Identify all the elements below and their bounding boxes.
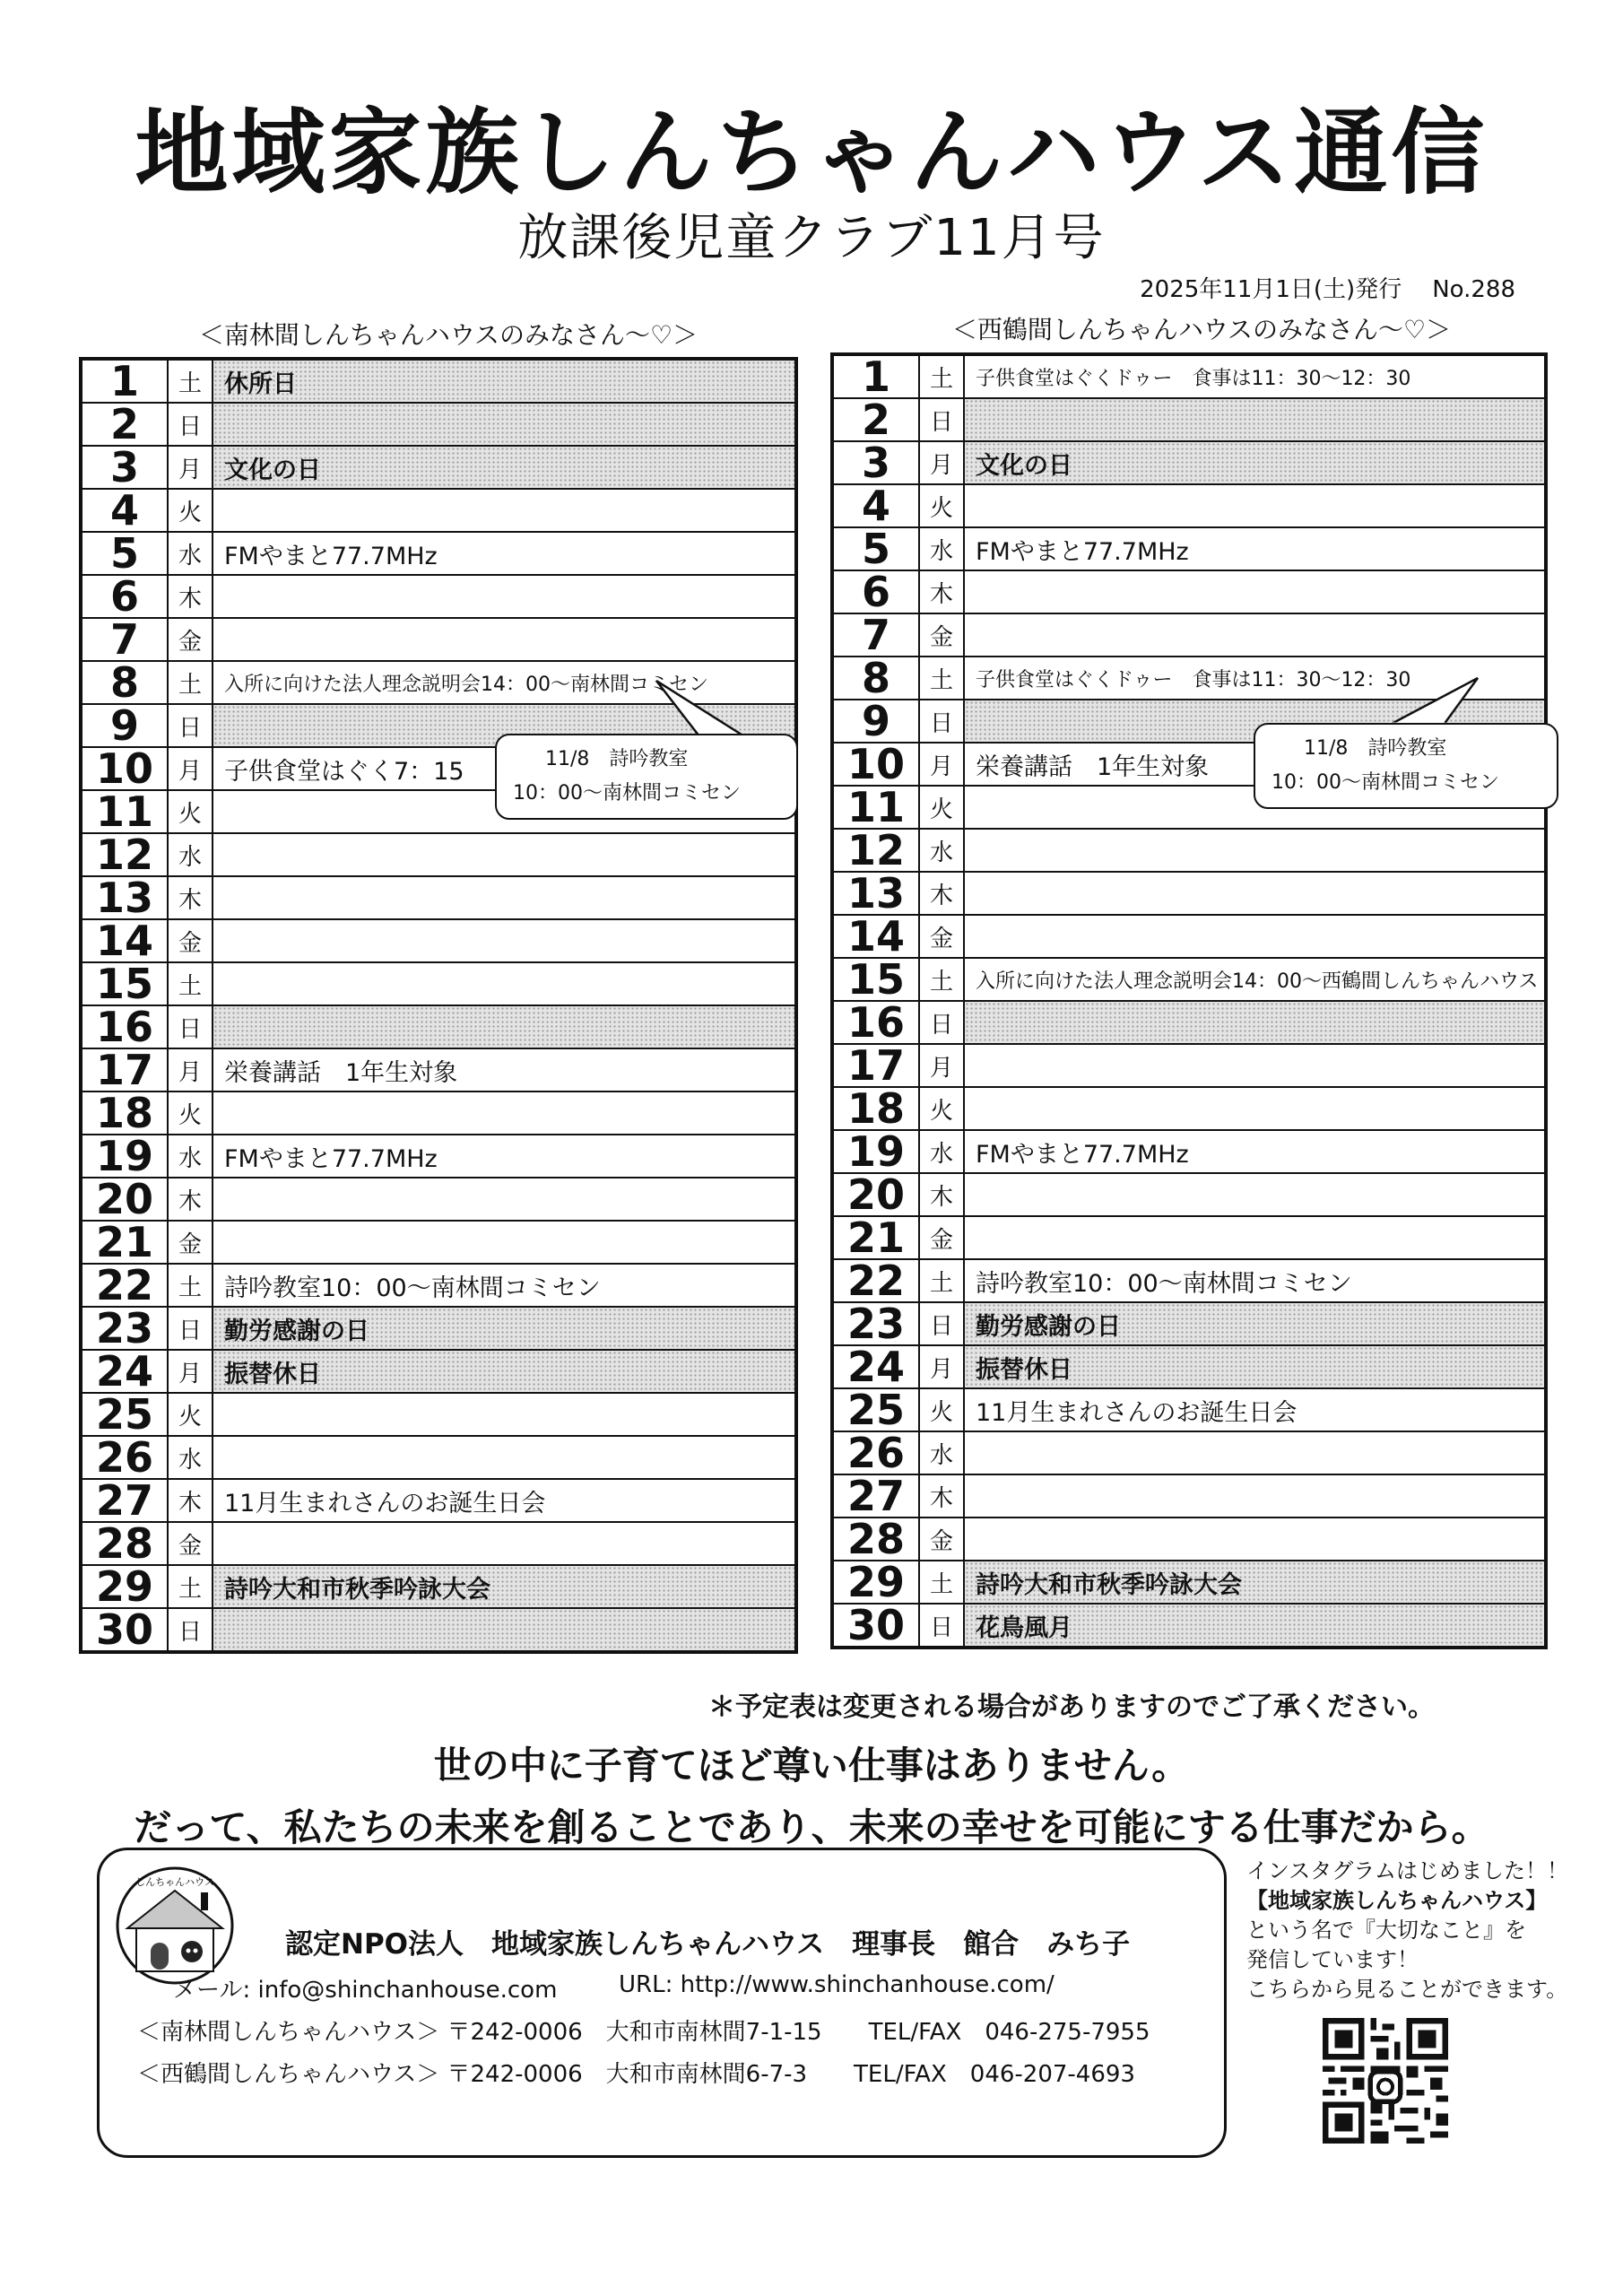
left-day-row: [81, 1436, 796, 1479]
day-event-cell: [213, 532, 796, 575]
day-event-cell: [213, 1479, 796, 1522]
left-day-row: [81, 1048, 796, 1091]
day-number: 7: [832, 613, 919, 657]
day-of-week: 土: [919, 657, 964, 700]
day-of-week: 月: [919, 441, 964, 484]
day-of-week: 木: [168, 876, 213, 919]
day-event-cell: [213, 876, 796, 919]
day-number: 10: [832, 743, 919, 786]
day-of-week: 火: [919, 1388, 964, 1431]
day-event-cell: [964, 1302, 1546, 1345]
issue-info: [1140, 271, 1515, 304]
left-day-row: [81, 575, 796, 618]
schedule-change-notice: ＊予定表は変更される場合がありますのでご了承ください。: [708, 1692, 1435, 1723]
right-day-row: [832, 1044, 1546, 1087]
day-number: 8: [81, 661, 168, 704]
day-number: 4: [81, 489, 168, 532]
event-text: 文化の日: [976, 451, 1072, 480]
event-text: 子供食堂はぐく7：15: [224, 757, 464, 786]
right-day-row: [832, 484, 1546, 527]
day-event-cell: [964, 1130, 1546, 1173]
day-of-week: 月: [168, 747, 213, 790]
day-number: 17: [81, 1048, 168, 1091]
day-number: 2: [832, 398, 919, 441]
day-event-cell: [964, 1001, 1546, 1044]
day-of-week: 木: [168, 1479, 213, 1522]
day-event-cell: [964, 527, 1546, 570]
day-of-week: 土: [168, 962, 213, 1005]
event-text: 栄養講話 1年生対象: [976, 752, 1210, 781]
day-event-cell: [964, 1216, 1546, 1259]
left-day-row: [81, 403, 796, 446]
day-number: 24: [81, 1350, 168, 1393]
left-day-row: [81, 532, 796, 575]
event-text: 11月生まれさんのお誕生日会: [224, 1489, 546, 1518]
event-text: FMやまと77.7MHz: [976, 537, 1189, 566]
instagram-info: [1246, 1857, 1569, 2005]
day-event-cell: [213, 1350, 796, 1393]
left-day-row: [81, 446, 796, 489]
day-event-cell: [964, 1044, 1546, 1087]
day-event-cell: [964, 1474, 1546, 1518]
right-day-row: [832, 398, 1546, 441]
day-of-week: 日: [168, 1005, 213, 1048]
left-bubble-line2: 10：00〜南林間コミセン: [513, 782, 741, 804]
event-text: 詩吟大和市秋季吟詠大会: [224, 1575, 490, 1604]
day-event-cell: [964, 354, 1546, 398]
event-text: 入所に向けた法人理念説明会14：00〜南林間コミセン: [224, 673, 708, 696]
day-event-cell: [213, 833, 796, 876]
day-event-cell: [213, 1264, 796, 1307]
right-day-row: [832, 872, 1546, 915]
event-text: FMやまと77.7MHz: [976, 1140, 1189, 1169]
day-number: 3: [81, 446, 168, 489]
left-calendar-heading: ＜南林間しんちゃんハウスのみなさん〜♡＞: [198, 320, 699, 350]
left-day-row: [81, 1135, 796, 1178]
event-text: 勤労感謝の日: [224, 1317, 369, 1345]
day-number: 17: [832, 1044, 919, 1087]
right-day-row: [832, 1216, 1546, 1259]
day-of-week: 木: [919, 570, 964, 613]
day-of-week: 日: [919, 1302, 964, 1345]
instagram-qr-code[interactable]: [1323, 2018, 1448, 2144]
slogan-line-1: 世の中に子育てほど尊い仕事はありません。: [433, 1744, 1190, 1787]
right-day-row: [832, 441, 1546, 484]
day-event-cell: [213, 489, 796, 532]
right-calendar-heading: ＜西鶴間しんちゃんハウスのみなさん〜♡＞: [951, 315, 1452, 344]
left-day-row: [81, 359, 796, 403]
day-of-week: 土: [919, 1259, 964, 1302]
day-of-week: 金: [919, 1518, 964, 1561]
day-event-cell: [964, 1087, 1546, 1130]
day-of-week: 土: [919, 1561, 964, 1604]
day-of-week: 火: [168, 790, 213, 833]
day-event-cell: [964, 958, 1546, 1001]
email-line: [173, 1971, 557, 2005]
day-of-week: 日: [168, 1608, 213, 1652]
right-day-row: [832, 1345, 1546, 1388]
day-event-cell: [964, 613, 1546, 657]
right-day-row: [832, 1001, 1546, 1044]
day-event-cell: [964, 1345, 1546, 1388]
newsletter-title: 地域家族しんちゃんハウス通信: [135, 98, 1488, 207]
day-number: 27: [81, 1479, 168, 1522]
event-text: 子供食堂はぐくドゥー 食事は11：30〜12：30: [976, 367, 1411, 390]
day-number: 11: [832, 786, 919, 829]
day-number: 26: [832, 1431, 919, 1474]
day-of-week: 木: [919, 1474, 964, 1518]
left-calendar-table: [79, 357, 798, 1654]
day-number: 28: [81, 1522, 168, 1565]
day-of-week: 水: [919, 1130, 964, 1173]
day-number: 16: [81, 1005, 168, 1048]
issue-date: 2025年11月1日(土)発行: [1140, 276, 1402, 303]
day-number: 6: [81, 575, 168, 618]
day-number: 4: [832, 484, 919, 527]
branch-nishitsuruma: ＜西鶴間しんちゃんハウス＞ 〒242-0006 大和市南林間6-7-3 TEL/FAX 046-207-4693: [137, 2061, 1135, 2088]
day-event-cell: [964, 829, 1546, 872]
right-day-row: [832, 1302, 1546, 1345]
day-event-cell: [964, 484, 1546, 527]
day-of-week: 月: [919, 743, 964, 786]
day-event-cell: [213, 575, 796, 618]
day-number: 28: [832, 1518, 919, 1561]
day-event-cell: [213, 359, 796, 403]
day-of-week: 火: [168, 1091, 213, 1135]
day-number: 7: [81, 618, 168, 661]
right-day-row: [832, 829, 1546, 872]
day-event-cell: [964, 872, 1546, 915]
email-link[interactable]: info@shinchanhouse.com: [257, 1977, 558, 2004]
insta-line1: インスタグラムはじめました！！: [1246, 1858, 1569, 1883]
day-event-cell: [964, 1173, 1546, 1216]
day-of-week: 金: [168, 1221, 213, 1264]
right-day-row: [832, 915, 1546, 958]
day-event-cell: [213, 1091, 796, 1135]
day-of-week: 金: [919, 915, 964, 958]
day-number: 21: [81, 1221, 168, 1264]
event-text: 11月生まれさんのお誕生日会: [976, 1398, 1298, 1427]
day-event-cell: [213, 618, 796, 661]
logo-text: しんちゃんハウス: [135, 1876, 214, 1888]
day-event-cell: [213, 446, 796, 489]
day-number: 11: [81, 790, 168, 833]
issue-number: No.288: [1432, 276, 1515, 303]
day-number: 2: [81, 403, 168, 446]
left-day-row: [81, 1479, 796, 1522]
right-day-row: [832, 958, 1546, 1001]
day-event-cell: [213, 1393, 796, 1436]
day-of-week: 火: [919, 1087, 964, 1130]
url-label: URL:: [619, 1971, 673, 1998]
day-of-week: 日: [168, 1307, 213, 1350]
day-number: 16: [832, 1001, 919, 1044]
day-of-week: 水: [919, 1431, 964, 1474]
day-event-cell: [213, 1221, 796, 1264]
right-day-row: [832, 527, 1546, 570]
day-number: 24: [832, 1345, 919, 1388]
right-day-row: [832, 1173, 1546, 1216]
day-event-cell: [964, 1259, 1546, 1302]
day-number: 20: [81, 1178, 168, 1221]
left-day-row: [81, 618, 796, 661]
right-day-row: [832, 1259, 1546, 1302]
day-number: 29: [832, 1561, 919, 1604]
day-number: 19: [81, 1135, 168, 1178]
event-text: 入所に向けた法人理念説明会14：00〜西鶴間しんちゃんハウス: [976, 970, 1539, 993]
event-text: FMやまと77.7MHz: [224, 542, 438, 570]
day-of-week: 土: [168, 661, 213, 704]
right-day-row: [832, 570, 1546, 613]
left-day-row: [81, 919, 796, 962]
day-event-cell: [213, 1005, 796, 1048]
left-day-row: [81, 1608, 796, 1652]
day-of-week: 火: [919, 786, 964, 829]
day-number: 30: [81, 1608, 168, 1652]
day-number: 25: [832, 1388, 919, 1431]
insta-line4: 発信しています！: [1246, 1947, 1419, 1972]
day-event-cell: [213, 403, 796, 446]
left-speech-bubble: [495, 734, 798, 820]
day-event-cell: [964, 570, 1546, 613]
day-of-week: 水: [168, 1436, 213, 1479]
event-text: 栄養講話 1年生対象: [224, 1058, 458, 1087]
event-text: 詩吟教室10：00〜南林間コミセン: [976, 1269, 1352, 1298]
day-of-week: 土: [168, 1264, 213, 1307]
left-day-row: [81, 833, 796, 876]
day-number: 29: [81, 1565, 168, 1608]
day-event-cell: [964, 1604, 1546, 1648]
right-day-row: [832, 1130, 1546, 1173]
day-event-cell: [213, 1608, 796, 1652]
day-event-cell: [213, 962, 796, 1005]
insta-line3: という名で『大切なこと』を: [1246, 1918, 1526, 1943]
day-number: 15: [832, 958, 919, 1001]
right-bubble-line2: 10：00〜南林間コミセン: [1271, 771, 1499, 794]
left-day-row: [81, 1393, 796, 1436]
day-number: 6: [832, 570, 919, 613]
day-of-week: 火: [168, 489, 213, 532]
day-of-week: 金: [168, 1522, 213, 1565]
day-event-cell: [213, 1436, 796, 1479]
day-of-week: 火: [168, 1393, 213, 1436]
insta-line5: こちらから見ることができます。: [1246, 1977, 1568, 2002]
day-of-week: 土: [919, 354, 964, 398]
right-bubble-line1: 11/8 詩吟教室: [1304, 737, 1447, 760]
day-event-cell: [964, 915, 1546, 958]
day-number: 30: [832, 1604, 919, 1648]
event-text: FMやまと77.7MHz: [224, 1144, 438, 1173]
day-event-cell: [213, 1135, 796, 1178]
day-of-week: 日: [919, 1604, 964, 1648]
day-of-week: 金: [168, 919, 213, 962]
right-day-row: [832, 1431, 1546, 1474]
right-day-row: [832, 354, 1546, 398]
right-day-row: [832, 1388, 1546, 1431]
day-of-week: 月: [168, 1350, 213, 1393]
event-text: 子供食堂はぐくドゥー 食事は11：30〜12：30: [976, 668, 1411, 691]
right-day-row: [832, 1474, 1546, 1518]
left-day-row: [81, 1565, 796, 1608]
day-event-cell: [964, 398, 1546, 441]
branch-minamirinkan: ＜南林間しんちゃんハウス＞ 〒242-0006 大和市南林間7-1-15 TEL/FAX 046-275-7955: [137, 2019, 1150, 2046]
event-text: 花鳥風月: [976, 1613, 1072, 1642]
day-of-week: 金: [919, 613, 964, 657]
day-number: 22: [832, 1259, 919, 1302]
day-number: 22: [81, 1264, 168, 1307]
day-event-cell: [213, 1048, 796, 1091]
day-of-week: 土: [168, 359, 213, 403]
day-number: 15: [81, 962, 168, 1005]
day-event-cell: [213, 1522, 796, 1565]
day-event-cell: [213, 1565, 796, 1608]
left-day-row: [81, 1221, 796, 1264]
day-of-week: 水: [168, 833, 213, 876]
day-of-week: 水: [919, 829, 964, 872]
day-number: 5: [832, 527, 919, 570]
house-logo: [115, 1866, 235, 1986]
day-of-week: 月: [168, 1048, 213, 1091]
day-number: 8: [832, 657, 919, 700]
event-text: 休所日: [224, 370, 297, 398]
url-link[interactable]: http://www.shinchanhouse.com/: [680, 1971, 1055, 1998]
event-text: 詩吟大和市秋季吟詠大会: [976, 1570, 1242, 1599]
right-calendar-table: [830, 352, 1548, 1649]
left-day-row: [81, 1005, 796, 1048]
left-day-row: [81, 1350, 796, 1393]
day-of-week: 日: [168, 403, 213, 446]
day-number: 27: [832, 1474, 919, 1518]
event-text: 振替休日: [224, 1360, 321, 1388]
email-label: メール:: [173, 1977, 251, 2004]
day-number: 3: [832, 441, 919, 484]
day-of-week: 月: [168, 446, 213, 489]
slogan-line-2: だって、私たちの未来を創ることであり、未来の幸せを可能にする仕事だから。: [134, 1805, 1489, 1849]
url-line: [619, 1971, 1055, 1998]
day-of-week: 木: [168, 575, 213, 618]
left-bubble-line1: 11/8 詩吟教室: [545, 748, 689, 770]
left-day-row: [81, 962, 796, 1005]
day-of-week: 土: [919, 958, 964, 1001]
day-of-week: 火: [919, 484, 964, 527]
right-day-row: [832, 1561, 1546, 1604]
left-day-row: [81, 1307, 796, 1350]
day-event-cell: [964, 1561, 1546, 1604]
day-number: 1: [81, 359, 168, 403]
newsletter-subtitle: 放課後児童クラブ11月号: [517, 209, 1106, 267]
day-number: 23: [81, 1307, 168, 1350]
day-event-cell: [964, 1431, 1546, 1474]
day-number: 26: [81, 1436, 168, 1479]
right-day-row: [832, 1518, 1546, 1561]
day-of-week: 月: [919, 1345, 964, 1388]
day-number: 23: [832, 1302, 919, 1345]
right-day-row: [832, 613, 1546, 657]
day-event-cell: [964, 1388, 1546, 1431]
day-of-week: 木: [919, 1173, 964, 1216]
day-number: 21: [832, 1216, 919, 1259]
day-number: 13: [832, 872, 919, 915]
day-of-week: 日: [168, 704, 213, 747]
day-of-week: 金: [168, 618, 213, 661]
day-of-week: 日: [919, 398, 964, 441]
insta-line2: 【地域家族しんちゃんハウス】: [1246, 1888, 1548, 1913]
left-day-row: [81, 1264, 796, 1307]
left-day-row: [81, 1091, 796, 1135]
right-day-row: [832, 1604, 1546, 1648]
day-number: 10: [81, 747, 168, 790]
event-text: 振替休日: [976, 1355, 1072, 1384]
day-event-cell: [964, 1518, 1546, 1561]
day-of-week: 水: [168, 1135, 213, 1178]
right-bubble-tail: [1381, 674, 1506, 728]
day-of-week: 日: [919, 1001, 964, 1044]
right-day-row: [832, 1087, 1546, 1130]
day-of-week: 金: [919, 1216, 964, 1259]
day-of-week: 土: [168, 1565, 213, 1608]
day-of-week: 木: [919, 872, 964, 915]
day-number: 5: [81, 532, 168, 575]
event-text: 勤労感謝の日: [976, 1312, 1121, 1341]
day-number: 19: [832, 1130, 919, 1173]
day-event-cell: [213, 919, 796, 962]
day-event-cell: [213, 1178, 796, 1221]
day-of-week: 木: [168, 1178, 213, 1221]
day-number: 14: [832, 915, 919, 958]
right-speech-bubble: [1254, 723, 1558, 809]
event-text: 詩吟教室10：00〜南林間コミセン: [224, 1274, 601, 1302]
day-number: 18: [81, 1091, 168, 1135]
left-day-row: [81, 1178, 796, 1221]
day-of-week: 月: [919, 1044, 964, 1087]
organization-name: 認定NPO法人 地域家族しんちゃんハウス 理事長 館合 みち子: [285, 1928, 1131, 1961]
day-of-week: 日: [919, 700, 964, 743]
day-of-week: 水: [919, 527, 964, 570]
day-number: 14: [81, 919, 168, 962]
day-number: 12: [832, 829, 919, 872]
day-number: 9: [832, 700, 919, 743]
day-number: 25: [81, 1393, 168, 1436]
day-number: 13: [81, 876, 168, 919]
day-number: 9: [81, 704, 168, 747]
left-day-row: [81, 876, 796, 919]
day-number: 18: [832, 1087, 919, 1130]
day-number: 20: [832, 1173, 919, 1216]
left-day-row: [81, 1522, 796, 1565]
left-bubble-tail: [646, 677, 771, 740]
day-number: 12: [81, 833, 168, 876]
event-text: 文化の日: [224, 456, 321, 484]
day-of-week: 水: [168, 532, 213, 575]
left-day-row: [81, 489, 796, 532]
day-event-cell: [213, 1307, 796, 1350]
day-event-cell: [964, 441, 1546, 484]
day-number: 1: [832, 354, 919, 398]
